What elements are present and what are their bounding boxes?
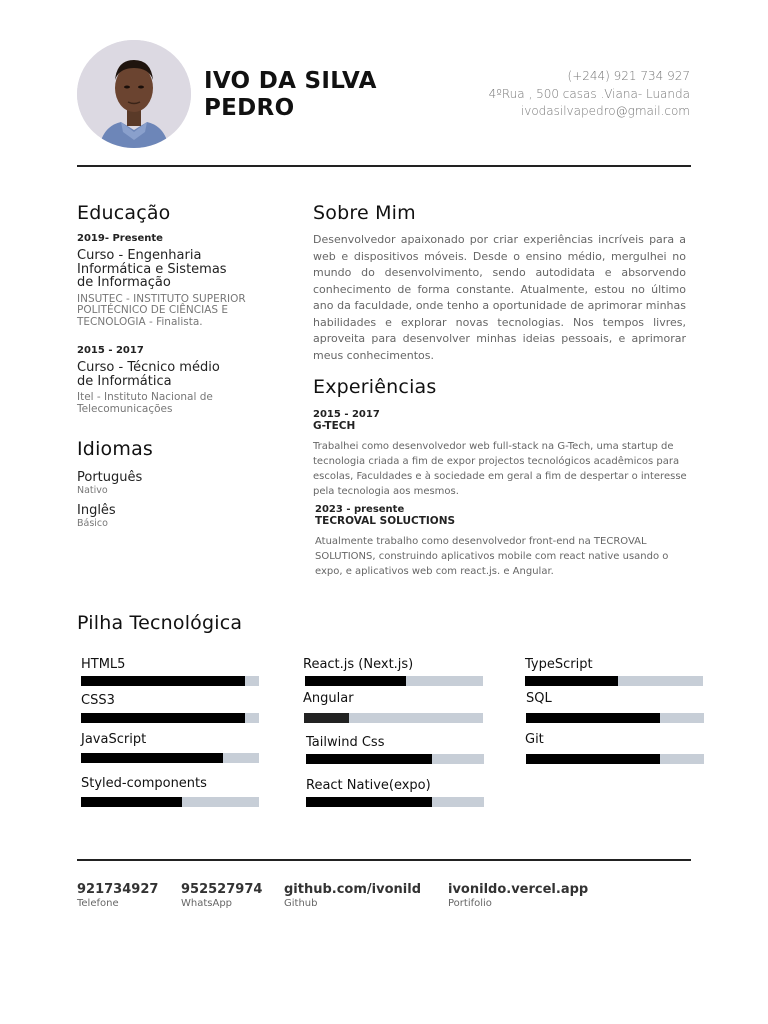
skill-item: [306, 778, 484, 793]
language-item: [77, 470, 142, 497]
skill-bar: [81, 713, 259, 723]
footer-phone: [77, 882, 158, 910]
language-level: Básico: [77, 518, 108, 529]
education-course: [77, 249, 277, 290]
education-heading: Educação: [77, 202, 171, 224]
skill-bar-fill: [305, 676, 406, 686]
institution-line: Itel - Instituto Nacional de: [77, 391, 213, 403]
skill-item: [303, 657, 481, 672]
skill-label: SQL: [526, 691, 552, 706]
education-item: [77, 233, 277, 328]
skill-bar: [526, 713, 704, 723]
footer-value[interactable]: ivonildo.vercel.app: [448, 882, 589, 897]
skill-bar: [81, 797, 259, 807]
education-date: 2015 - 2017: [77, 345, 144, 356]
course-line: Informática e Sistemas: [77, 261, 227, 277]
skill-label: Angular: [303, 691, 354, 706]
skill-bar-fill: [306, 797, 432, 807]
footer-value[interactable]: 952527974: [181, 882, 263, 897]
education-institution: [77, 294, 277, 329]
experience-company: TECROVAL SOLUCTIONS: [315, 515, 456, 527]
footer-label: Telefone: [77, 898, 119, 909]
experience-item: [315, 504, 690, 579]
skill-label: Styled-components: [81, 776, 207, 791]
skill-bar: [526, 754, 704, 764]
skill-bar-fill: [81, 797, 182, 807]
experience-description: Trabalhei como desenvolvedor web full-stack na G-Tech, uma startup de tecnologia criada a fim de expor projectos tecnológicos acadêmicos para escolas, Faculdades e à sociedade em geral a fim de despertar o interesse pela tecnologia aos mesmos.: [313, 441, 687, 497]
skill-item: [526, 691, 704, 706]
education-item: [77, 345, 277, 415]
skill-label: Tailwind Css: [306, 735, 385, 750]
skill-label: React Native(expo): [306, 778, 431, 793]
skill-item: [525, 732, 703, 747]
skill-bar: [525, 676, 703, 686]
skill-bar-fill: [81, 676, 245, 686]
education-institution: [77, 392, 277, 415]
skill-item: [81, 732, 259, 747]
skill-label: HTML5: [81, 657, 126, 672]
experience-company: G-TECH: [313, 420, 356, 432]
experience-description: Atualmente trabalho como desenvolvedor front-end na TECROVAL SOLUTIONS, construindo aplicativos mobile com react native usando o expo, e aplicativos web com react.js. e Angular.: [315, 536, 669, 577]
skill-bar: [81, 753, 259, 763]
skill-item: [525, 657, 703, 672]
footer-label: WhatsApp: [181, 898, 233, 909]
profile-photo-image: [77, 40, 191, 148]
language-name: Inglês: [77, 503, 116, 518]
about-heading: Sobre Mim: [313, 202, 416, 224]
skill-item: [81, 776, 259, 791]
header-divider: [77, 165, 691, 167]
skill-label: JavaScript: [81, 732, 147, 747]
skill-bar-fill: [306, 754, 432, 764]
skill-bar-fill: [81, 753, 223, 763]
languages-heading: Idiomas: [77, 438, 154, 460]
stack-heading: Pilha Tecnológica: [77, 612, 243, 634]
footer-label: Portifolio: [448, 898, 492, 909]
skill-bar-fill: [525, 676, 618, 686]
skill-bar: [306, 754, 484, 764]
address-text: 4ºRua , 500 casas .Viana- Luanda: [488, 86, 690, 101]
skill-item: [81, 657, 259, 672]
skill-bar-fill: [81, 713, 245, 723]
about-text: Desenvolvedor apaixonado por criar experiências incríveis para a web e dispositivos móveis. Desde o ensino médio, mergulhei no mundo do desenvolvimento, sendo autodidata e absorvendo conhecimento de forma constante. Atualmente, estou no último ano da faculdade, onde tenho a oportunidade de aprimorar minhas habilidades e explorar novas tecnologias. Nos tempos livres, aproveita para desenvolver minhas ideias pessoais, e aprimorar meus conhecimentos.: [313, 233, 686, 362]
name-line-1: IVO DA SILVA: [204, 68, 377, 94]
footer-portfolio: [448, 882, 588, 910]
education-date: 2019- Presente: [77, 233, 163, 244]
experience-item: [313, 409, 688, 499]
institution-line: POLITÉCNICO DE CIÊNCIAS E: [77, 304, 229, 316]
course-line: Curso - Engenharia: [77, 248, 202, 263]
skill-bar-fill: [304, 713, 349, 723]
skill-bar-fill: [526, 754, 660, 764]
footer-label: Github: [284, 898, 318, 909]
skill-bar: [305, 676, 483, 686]
skill-bar: [81, 676, 259, 686]
institution-line: TECNOLOGIA - Finalista.: [77, 315, 203, 328]
experience-heading: Experiências: [313, 376, 437, 398]
footer-whatsapp: [181, 882, 262, 910]
language-item: [77, 503, 116, 530]
experience-date: 2023 - presente: [315, 504, 405, 515]
skill-item: [303, 691, 481, 706]
skill-item: [81, 693, 259, 708]
skill-item: [306, 735, 484, 750]
profile-photo: [77, 40, 191, 148]
phone-text: (+244) 921 734 927: [567, 69, 690, 83]
skill-label: TypeScript: [525, 657, 593, 672]
contact-info: [489, 68, 690, 121]
institution-line: INSUTEC - INSTITUTO SUPERIOR: [77, 292, 246, 305]
footer-value[interactable]: github.com/ivonild: [284, 882, 421, 897]
experience-date: 2015 - 2017: [313, 409, 380, 420]
full-name: [204, 68, 377, 122]
skill-bar: [306, 797, 484, 807]
skill-label: Git: [525, 732, 544, 747]
language-name: Português: [77, 470, 143, 485]
skill-label: CSS3: [81, 693, 115, 708]
language-level: Nativo: [77, 485, 108, 496]
skill-bar: [304, 713, 483, 723]
email-link[interactable]: ivodasilvapedro@gmail.com: [520, 104, 690, 118]
education-course: [77, 361, 277, 388]
name-line-2: PEDRO: [204, 95, 295, 121]
footer-github: [284, 882, 421, 910]
course-line: de Informática: [77, 373, 172, 389]
skill-label: React.js (Next.js): [303, 657, 414, 672]
course-line: Curso - Técnico médio: [77, 360, 220, 375]
institution-line: Telecomunicações: [77, 402, 173, 415]
course-line: de Informação: [77, 275, 171, 290]
footer-value[interactable]: 921734927: [77, 882, 159, 897]
footer-divider: [77, 859, 691, 861]
skill-bar-fill: [526, 713, 660, 723]
